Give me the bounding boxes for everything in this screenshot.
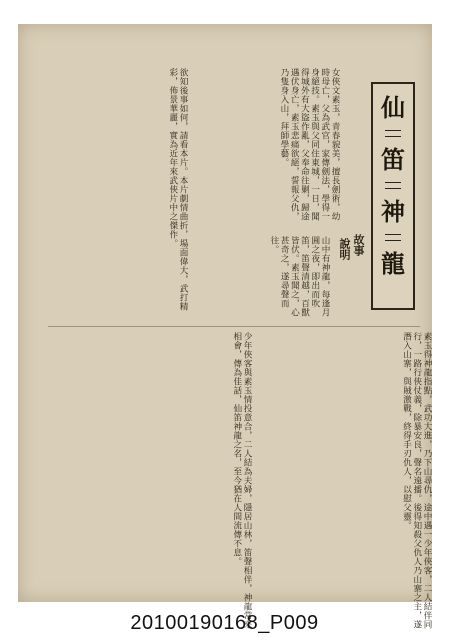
story-text-block: 山中有神龍，每逢月圓之夜，即出而吹笛，笛聲清越，百獸皆伏。素玉聞之，心甚奇之，遂尋聲而往。: [268, 236, 330, 317]
story-text-block: 女俠文素玉，青春貌美，擅長劍術，幼時母亡，父為武官，家傳劍法，學得一身絕技。素玉與父同住東城，一日，聞得城外有大盜作亂，父奉命往剿，歸途遇伏身亡，素玉悲痛欲絕，誓報父仇，乃隻身入山，拜師學藝。: [278, 68, 340, 221]
title-char-4: 龍: [381, 249, 405, 278]
title-separator: [385, 130, 401, 137]
title-char-3: 神: [381, 197, 405, 226]
title-separator: [385, 234, 401, 241]
image-id-caption: 20100190168_P009: [130, 612, 319, 634]
title-box: [371, 82, 415, 310]
title-separator: [385, 182, 401, 189]
title-char-2: 笛: [381, 145, 405, 174]
subtitle-line-2: 說明: [338, 238, 351, 260]
story-text-block: 素玉得神龍指點，武功大進，乃下山尋仇，途中遇一少年俠客，二人結伴同行，一路行俠仗義，除暴安良，聲名遠播。後得知殺父仇人乃山寨之主，遂潛入山寨，與賊激戰，終得手刃仇人，以慰父靈。: [401, 332, 432, 629]
story-text-block: 少年俠客與素玉情投意合，二人結為夫婦，隱居山林，笛聲相伴，神龍常來相會，傳為佳話，仙笛神龍之名，至今猶在人間流傳不息。: [231, 332, 252, 629]
subtitle-line-1: 故事: [352, 234, 365, 256]
section-divider: [48, 326, 420, 327]
title-char-1: 仙: [381, 93, 405, 122]
story-text-block: 欲知後事如何，請看本片。本片劇情曲折，場面偉大，武打精彩，佈景華麗，實為近年來武俠片中之傑作。: [167, 68, 188, 311]
